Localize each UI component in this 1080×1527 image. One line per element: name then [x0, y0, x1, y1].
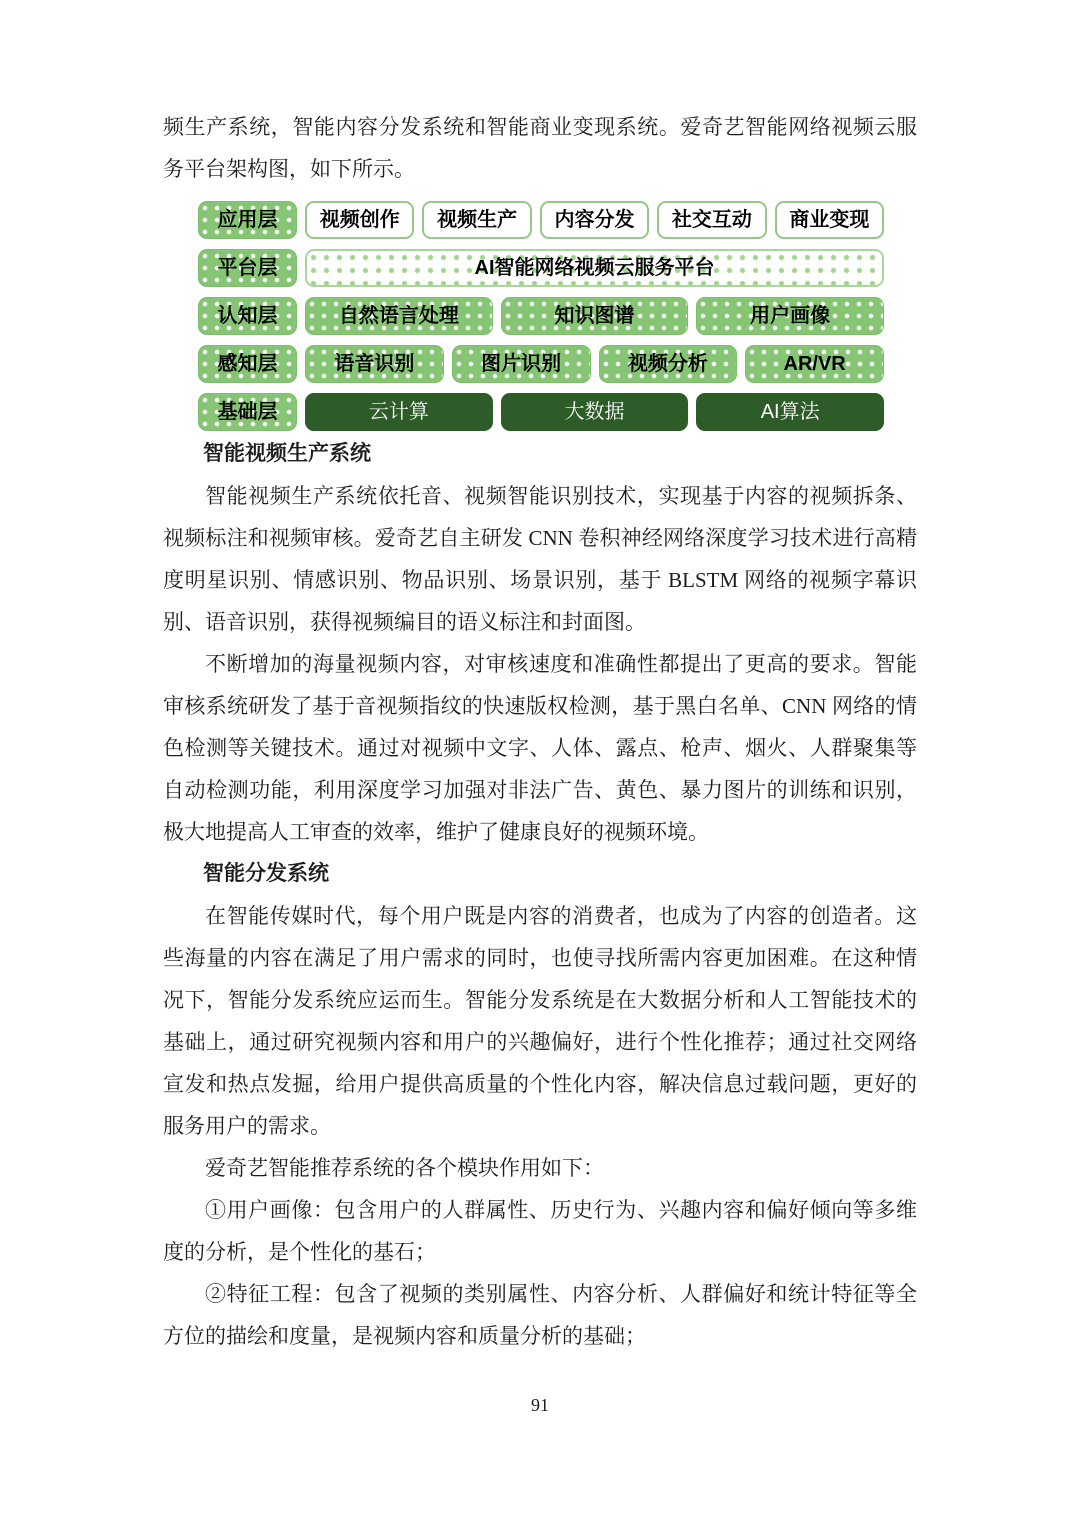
intro-paragraph: 频生产系统，智能内容分发系统和智能商业变现系统。爱奇艺智能网络视频云服务平台架构图，如下所示。 — [163, 115, 917, 181]
diagram-box-video-analysis: 视频分析 — [599, 345, 738, 383]
section2-paragraph1: 在智能传媒时代，每个用户既是内容的消费者，也成为了内容的创造者。这些海量的内容在满足了用户需求的同时，也使寻找所需内容更加困难。在这种情况下，智能分发系统应运而生。智能分发系统是在大数据分析和人工智能技术的基础上，通过研究视频内容和用户的兴趣偏好，进行个性化推荐；通过社交网络宣发和热点发掘，给用户提供高质量的个性化内容，解决信息过载问题，更好的服务用户的需求。 — [163, 904, 917, 1138]
diagram-box-content-distribution: 内容分发 — [540, 201, 649, 239]
diagram-box-ai-algorithm: AI算法 — [696, 393, 884, 431]
diagram-box-video-production: 视频生产 — [422, 201, 531, 239]
diagram-box-ar-vr: AR/VR — [745, 345, 884, 383]
layer-row-perception — [198, 345, 884, 383]
diagram-box-social-interaction: 社交互动 — [657, 201, 766, 239]
layer-label-cognition: 认知层 — [198, 297, 297, 335]
section2-lead: 爱奇艺智能推荐系统的各个模块作用如下： — [205, 1156, 604, 1180]
layer-items-platform — [305, 249, 884, 287]
layer-items-application — [305, 201, 884, 239]
diagram-box-user-profile: 用户画像 — [696, 297, 884, 335]
layer-label-application: 应用层 — [198, 201, 297, 239]
layer-row-foundation — [198, 393, 884, 431]
layer-row-platform — [198, 249, 884, 287]
section1-heading: 智能视频生产系统 — [203, 442, 371, 465]
diagram-box-ai-video-cloud-platform: AI智能网络视频云服务平台 — [305, 249, 884, 287]
layer-row-cognition — [198, 297, 884, 335]
section2-item1: ①用户画像：包含用户的人群属性、历史行为、兴趣内容和偏好倾向等多维度的分析，是个性化的基石； — [163, 1198, 917, 1264]
diagram-box-image-recognition: 图片识别 — [452, 345, 591, 383]
layer-items-cognition — [305, 297, 884, 335]
diagram-box-speech-recognition: 语音识别 — [305, 345, 444, 383]
diagram-box-nlp: 自然语言处理 — [305, 297, 493, 335]
section1-paragraph2: 不断增加的海量视频内容，对审核速度和准确性都提出了更高的要求。智能审核系统研发了基于音视频指纹的快速版权检测，基于黑白名单、CNN 网络的情色检测等关键技术。通过对视频中文字、人体、露点、枪声、烟火、人群聚集等自动检测功能，利用深度学习加强对非法广告、黄色、暴力图片的训练和识别，极大地提高人工审查的效率，维护了健康良好的视频环境。 — [163, 652, 917, 844]
layer-label-platform: 平台层 — [198, 249, 297, 287]
section1-paragraph1: 智能视频生产系统依托音、视频智能识别技术，实现基于内容的视频拆条、视频标注和视频审核。爱奇艺自主研发 CNN 卷积神经网络深度学习技术进行高精度明星识别、情感识别、物品识别、场景识别，基于 BLSTM 网络的视频字幕识别、语音识别，获得视频编目的语义标注和封面图。 — [163, 484, 917, 634]
layer-label-perception: 感知层 — [198, 345, 297, 383]
page-content — [163, 106, 917, 1357]
layer-label-foundation: 基础层 — [198, 393, 297, 431]
section2-item2: ②特征工程：包含了视频的类别属性、内容分析、人群偏好和统计特征等全方位的描绘和度量，是视频内容和质量分析的基础； — [163, 1282, 917, 1348]
diagram-box-monetization: 商业变现 — [775, 201, 884, 239]
diagram-box-video-creation: 视频创作 — [305, 201, 414, 239]
architecture-diagram — [198, 201, 884, 431]
layer-row-application — [198, 201, 884, 239]
section2-heading: 智能分发系统 — [203, 862, 329, 885]
diagram-box-cloud-computing: 云计算 — [305, 393, 493, 431]
layer-items-foundation — [305, 393, 884, 431]
diagram-box-big-data: 大数据 — [501, 393, 689, 431]
diagram-box-knowledge-graph: 知识图谱 — [501, 297, 689, 335]
page-number: 91 — [531, 1395, 549, 1415]
layer-items-perception — [305, 345, 884, 383]
